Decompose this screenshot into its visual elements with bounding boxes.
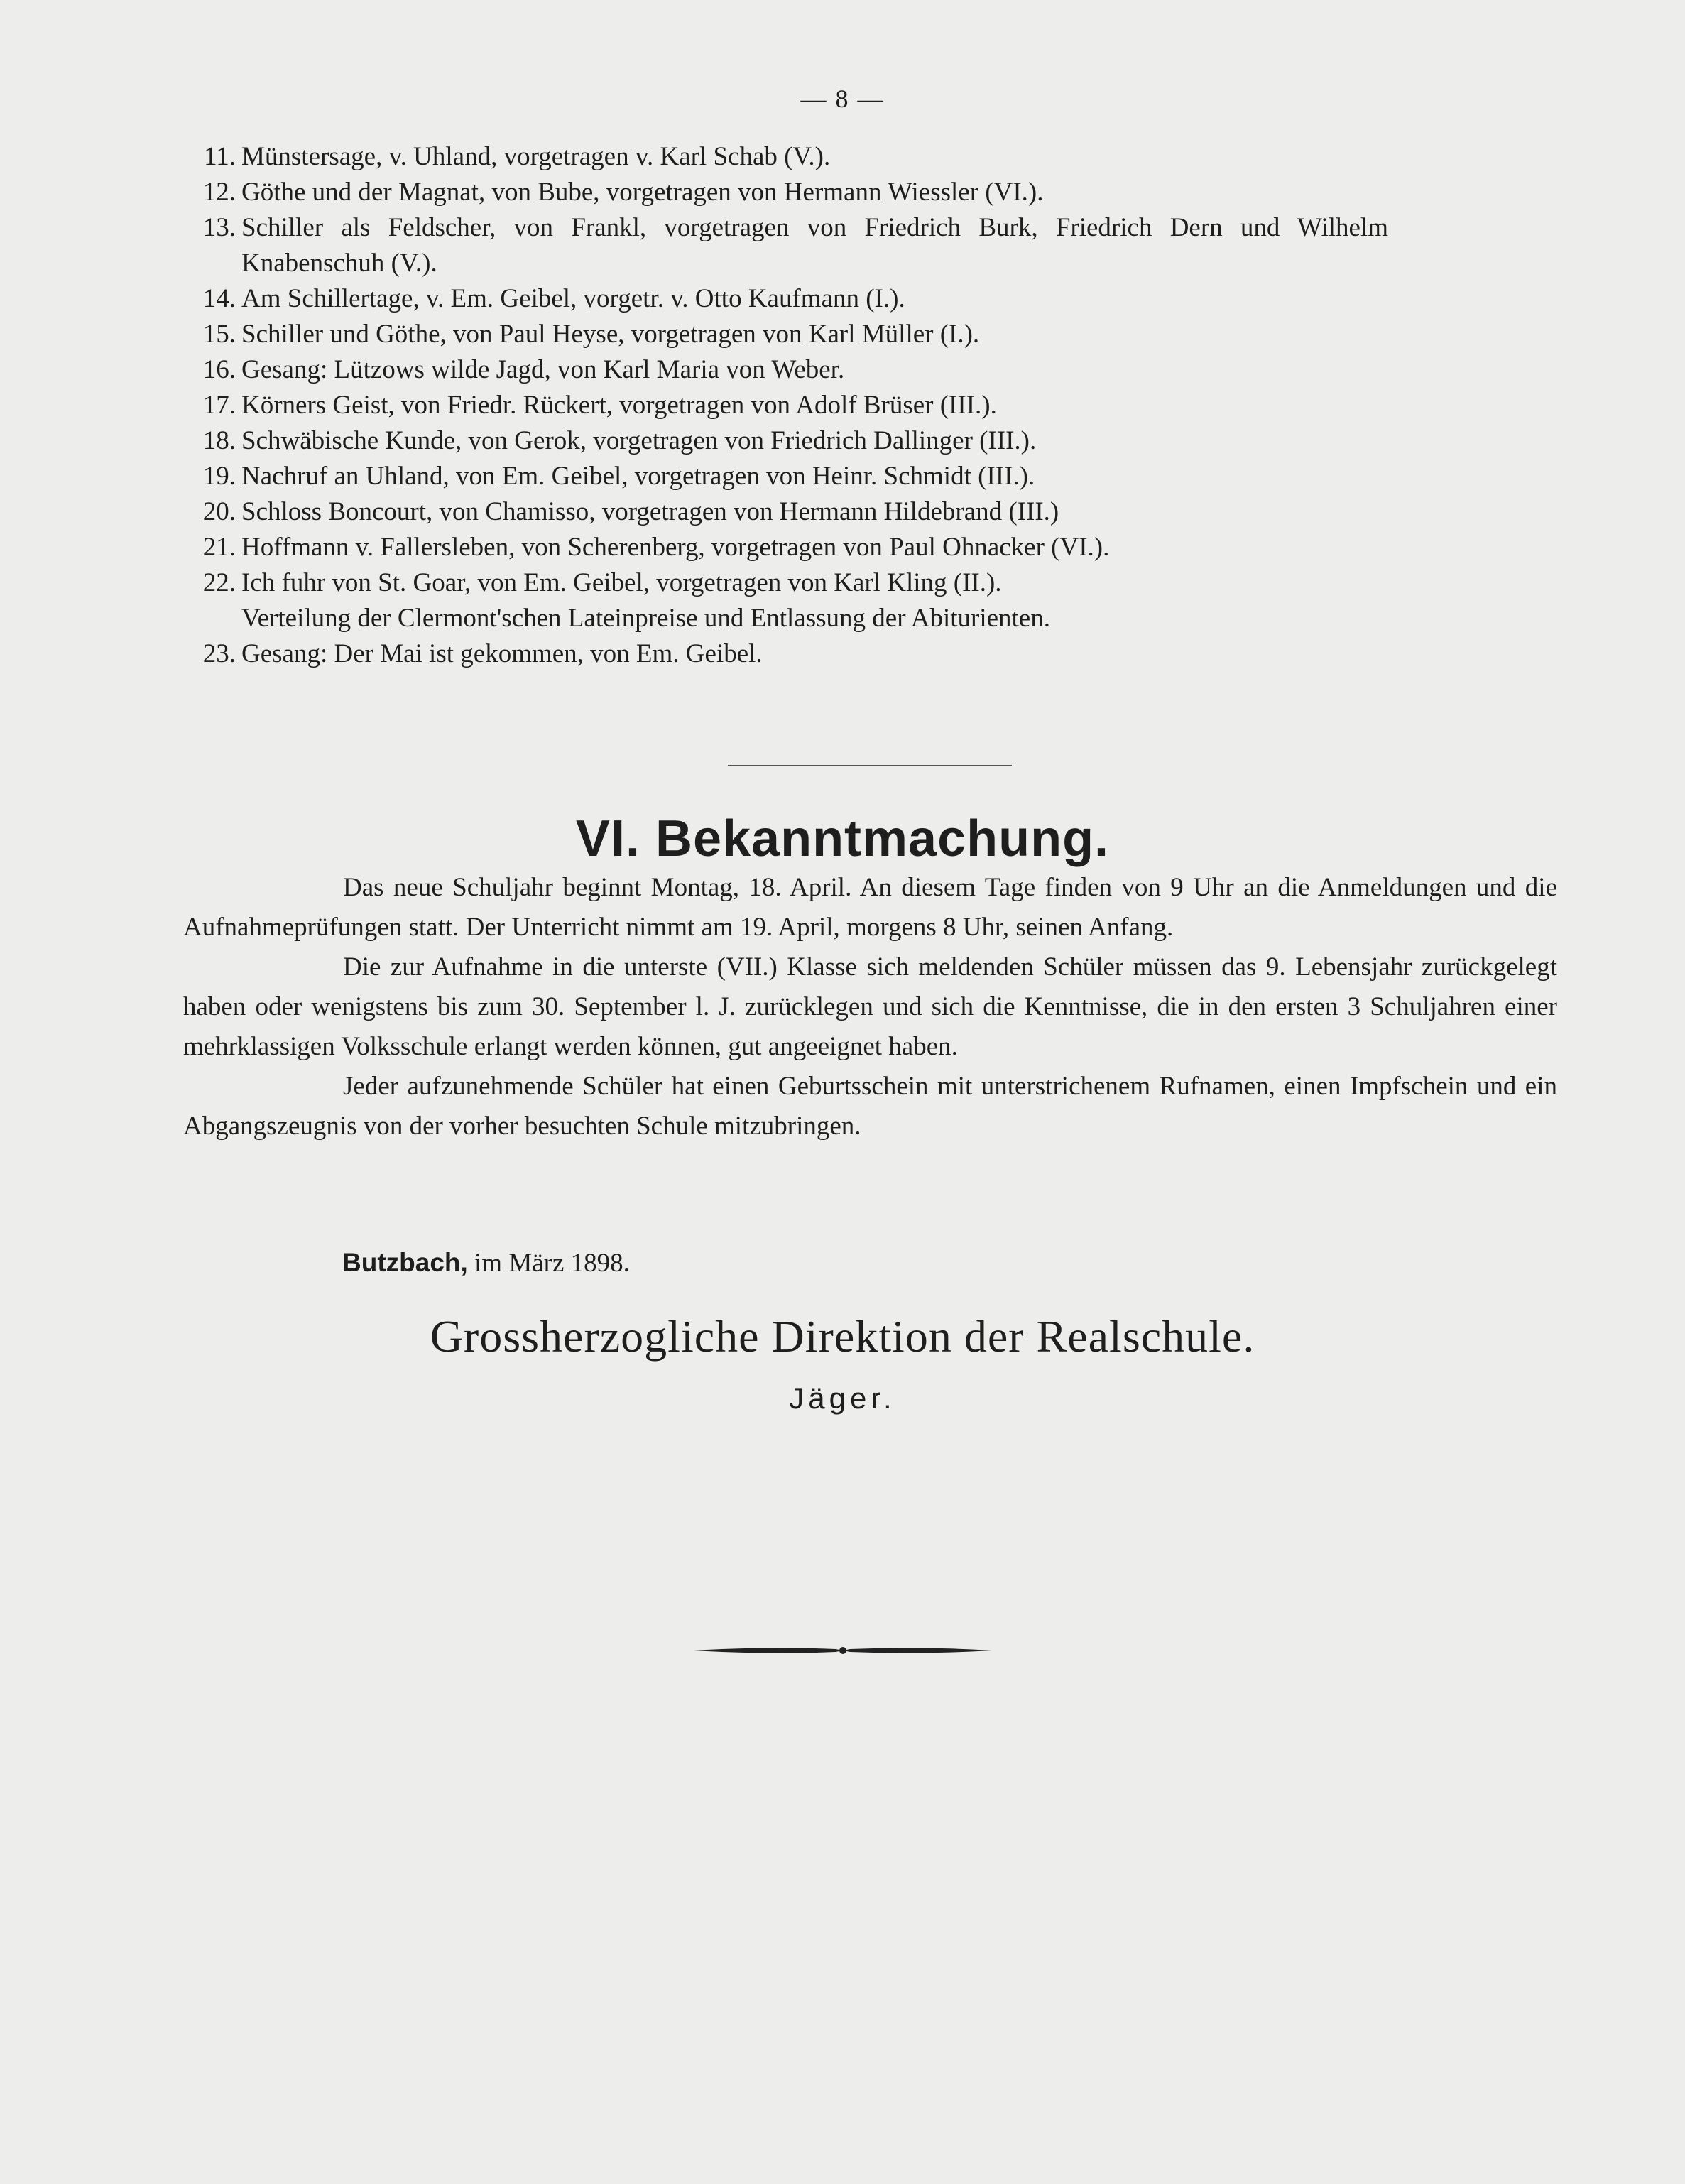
program-item-number: 21. — [202, 533, 236, 562]
program-item — [183, 494, 1532, 530]
program-item — [183, 459, 1532, 494]
program-item-text: Ich fuhr von St. Goar, von Em. Geibel, vorgetragen von Karl Kling (II.). — [241, 568, 1002, 597]
section-heading: VI. Bekanntmachung. — [575, 810, 1110, 867]
program-item — [183, 317, 1532, 352]
program-item-text: Schloss Boncourt, von Chamisso, vorgetragen von Hermann Hildebrand (III.) — [241, 497, 1059, 526]
program-item-text: Münstersage, v. Uhland, vorgetragen v. Karl Schab (V.). — [241, 142, 831, 171]
program-item — [183, 139, 1532, 175]
program-item-number: 16. — [202, 355, 236, 384]
section-divider — [728, 765, 1012, 766]
ornament-rule-icon — [0, 1642, 1685, 1663]
place: Butzbach, — [342, 1248, 468, 1277]
paragraph: Die zur Aufnahme in die unterste (VII.) Klasse sich meldenden Schüler müssen das 9. Lebensjahr zurückgelegt haben oder wenigstens bis zum 30. September l. J. zurücklegen und sich die Kenntnisse, die in den ersten 3 Schuljahren einer mehrklassigen Volksschule erlangt werden können, gut angeeignet haben. — [183, 952, 1557, 1061]
program-item-number: 22. — [202, 568, 236, 597]
program-item-number: 14. — [202, 284, 236, 313]
program-item-text: Schiller und Göthe, von Paul Heyse, vorgetragen von Karl Müller (I.). — [241, 320, 980, 349]
program-item — [183, 388, 1532, 423]
program-note: Verteilung der Clermont'schen Lateinpreise und Entlassung der Abiturienten. — [241, 604, 1050, 633]
program-item-number: 19. — [202, 462, 236, 491]
program-list — [183, 139, 1532, 672]
program-item-text: Nachruf an Uhland, von Em. Geibel, vorgetragen von Heinr. Schmidt (III.). — [241, 462, 1035, 491]
date: im März 1898. — [474, 1249, 630, 1278]
program-item — [183, 210, 1532, 281]
program-item-number: 12. — [202, 178, 236, 207]
announcement-body — [183, 868, 1557, 1146]
program-item-number: 15. — [202, 320, 236, 349]
program-item — [183, 530, 1532, 565]
issuing-authority: Grossherzogliche Direktion der Realschule. — [430, 1311, 1255, 1362]
program-item-text: Göthe und der Magnat, von Bube, vorgetragen von Hermann Wiessler (VI.). — [241, 178, 1044, 207]
program-item-text: Gesang: Lützows wilde Jagd, von Karl Maria von Weber. — [241, 355, 845, 384]
paragraph: Jeder aufzunehmende Schüler hat einen Geburtsschein mit unterstrichenem Rufnamen, einen Impfschein und ein Abgangszeugnis von der vorher besuchten Schule mitzubringen. — [183, 1072, 1557, 1141]
program-item-text: Am Schillertage, v. Em. Geibel, vorgetr. v. Otto Kaufmann (I.). — [241, 284, 905, 313]
program-item — [183, 352, 1532, 388]
program-item-text: Hoffmann v. Fallersleben, von Scherenberg, vorgetragen von Paul Ohnacker (VI.). — [241, 533, 1110, 562]
program-item-number: 20. — [202, 497, 236, 526]
program-item — [183, 636, 1532, 672]
program-item-number: 23. — [202, 639, 236, 668]
program-item-text: Gesang: Der Mai ist gekommen, von Em. Geibel. — [241, 639, 763, 668]
program-item-text: Schiller als Feldscher, von Frankl, vorgetragen von Friedrich Burk, Friedrich Dern und Wilhelm Knabenschuh (V.). — [241, 213, 1388, 278]
page-number: — 8 — — [800, 85, 885, 113]
program-item-number: 17. — [202, 391, 236, 420]
program-item — [183, 423, 1532, 459]
program-item-number: 11. — [204, 142, 236, 171]
paragraph: Das neue Schuljahr beginnt Montag, 18. April. An diesem Tage finden von 9 Uhr an die Anmeldungen und die Aufnahmeprüfungen statt. Der Unterricht nimmt am 19. April, morgens 8 Uhr, seinen Anfang. — [183, 873, 1557, 942]
program-item-number: 13. — [202, 213, 236, 242]
program-item-number: 18. — [202, 426, 236, 455]
program-item — [183, 565, 1532, 601]
program-item-text: Körners Geist, von Friedr. Rückert, vorgetragen von Adolf Brüser (III.). — [241, 391, 997, 420]
program-item — [183, 281, 1532, 317]
place-date-line — [342, 1248, 630, 1278]
program-item — [183, 175, 1532, 210]
signatory: Jäger. — [789, 1381, 896, 1415]
program-item-text: Schwäbische Kunde, von Gerok, vorgetragen von Friedrich Dallinger (III.). — [241, 426, 1037, 455]
